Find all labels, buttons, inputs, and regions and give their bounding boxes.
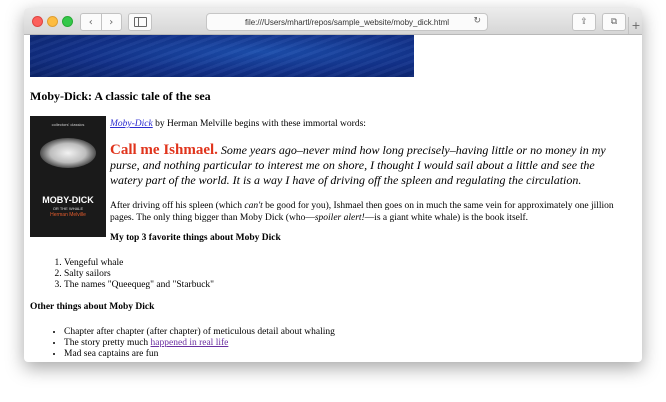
summary-paragraph bbox=[110, 200, 630, 224]
chevron-left-icon[interactable]: ‹ bbox=[88, 16, 93, 28]
book-cover-image bbox=[30, 116, 106, 237]
plus-icon: + bbox=[631, 19, 641, 32]
call-me-ishmael: Call me Ishmael. bbox=[110, 142, 218, 158]
share-button[interactable] bbox=[572, 13, 596, 31]
list-item: • Chapter after chapter (after chapter) of meticulous detail about whaling bbox=[64, 327, 335, 338]
intro-paragraph bbox=[110, 119, 366, 129]
page-title: Moby-Dick: A classic tale of the sea bbox=[30, 89, 211, 103]
summary-text-1: After driving off his spleen (which bbox=[110, 201, 245, 211]
new-tab-button[interactable] bbox=[628, 17, 642, 34]
tabs-icon: ⧉ bbox=[610, 17, 618, 27]
moby-dick-link[interactable]: Moby-Dick bbox=[110, 119, 153, 129]
list-item: • Mad sea captains are fun bbox=[64, 349, 335, 360]
show-tabs-button[interactable] bbox=[602, 13, 626, 31]
share-icon: ⇪ bbox=[580, 17, 588, 27]
browser-toolbar bbox=[24, 8, 642, 35]
nav-buttons bbox=[80, 13, 122, 31]
book-cover-subtitle: OR THE WHALE bbox=[52, 206, 84, 211]
other-things-heading: Other things about Moby Dick bbox=[30, 302, 155, 312]
page-content bbox=[24, 35, 642, 362]
intro-text: by Herman Melville begins with these immortal words: bbox=[152, 119, 366, 129]
spoiler-alert: spoiler alert! bbox=[314, 213, 365, 223]
book-cover-author: Herman Melville bbox=[50, 212, 86, 218]
quote-text: Some years ago–never mind how long precisely–having little or no money in my purse, and nothing particular to interest me on shore, I thought I would sail about a little and see the watery part of the world. It is a way I have of driving off the spleen and regulating the circulation. bbox=[110, 143, 606, 187]
summary-emphasis-1: can't bbox=[244, 201, 263, 211]
book-cover-series: collectors' classics bbox=[51, 122, 85, 127]
sidebar-icon bbox=[134, 17, 147, 27]
favorites-list bbox=[24, 258, 214, 291]
close-window-button[interactable] bbox=[32, 16, 43, 27]
favorites-heading: My top 3 favorite things about Moby Dick bbox=[110, 233, 281, 243]
list-item: 1. Vengeful whale bbox=[64, 258, 214, 269]
zoom-window-button[interactable] bbox=[62, 16, 73, 27]
browser-window bbox=[24, 8, 642, 362]
summary-text-3: is a giant white whale) is the book itself. bbox=[374, 213, 529, 223]
url-text: file:///Users/mhartl/repos/sample_website/moby_dick.html bbox=[244, 17, 450, 27]
whale-illustration bbox=[40, 138, 96, 168]
em-dash: — bbox=[364, 213, 375, 223]
em-dash: — bbox=[305, 213, 315, 223]
address-bar[interactable] bbox=[206, 13, 488, 31]
minimize-window-button[interactable] bbox=[47, 16, 58, 27]
real-life-link[interactable]: happened in real life bbox=[150, 338, 229, 348]
reload-icon[interactable]: ↻ bbox=[473, 16, 481, 26]
opening-quote bbox=[110, 143, 630, 188]
summary-text-2: be good for you), Ishmael then goes on in much the same vein for approximately one jillion pages. The only thing bigger than Moby Dick (who bbox=[110, 201, 614, 223]
other-things-list bbox=[24, 327, 335, 360]
book-cover-title: MOBY-DICK bbox=[42, 195, 94, 205]
list-item-text: The story pretty much bbox=[64, 338, 151, 348]
chevron-right-icon[interactable]: › bbox=[101, 14, 122, 30]
list-item: 2. Salty sailors bbox=[64, 269, 214, 280]
list-item: 3. The names "Queequeg" and "Starbuck" bbox=[64, 280, 214, 291]
sidebar-toggle-button[interactable] bbox=[128, 13, 152, 31]
banner-image bbox=[30, 35, 414, 77]
list-item bbox=[64, 338, 335, 349]
